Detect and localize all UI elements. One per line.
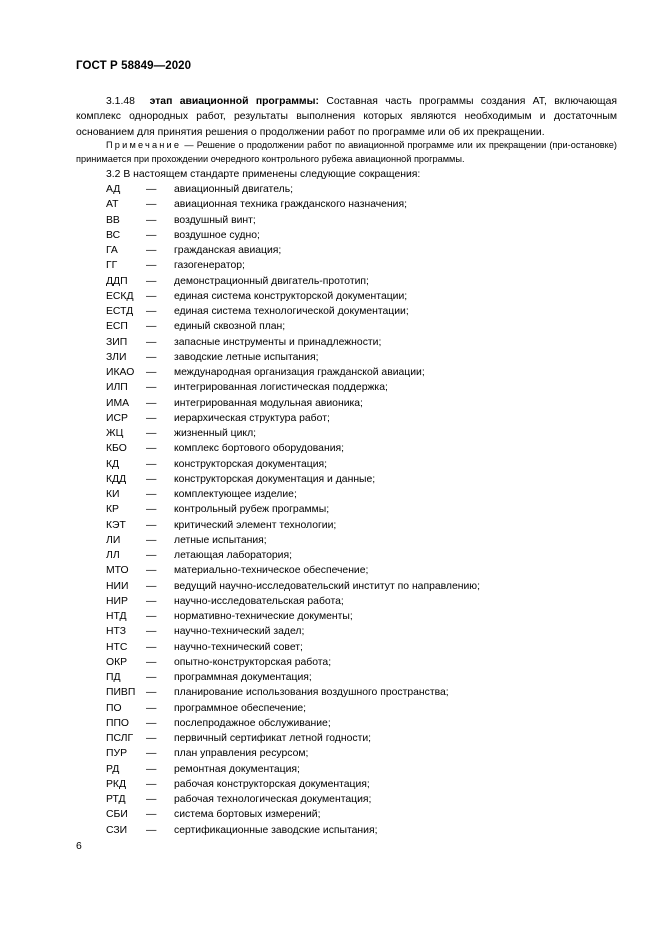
abbreviation-dash: — (146, 504, 157, 516)
abbreviation-dash: — (146, 275, 157, 287)
abbreviation-dash: — (146, 458, 157, 470)
abbreviation-term: ПИВП (106, 687, 136, 699)
note-block (76, 139, 617, 166)
abbreviation-term: ППО (106, 717, 130, 729)
abbreviation-row (106, 807, 626, 822)
abbreviation-dash: — (146, 351, 157, 363)
document-header: ГОСТ Р 58849—2020 (76, 60, 192, 72)
abbreviation-row (106, 823, 626, 838)
abbreviation-dash: — (146, 641, 157, 653)
abbreviation-row (106, 502, 626, 517)
abbreviation-row (106, 777, 626, 792)
abbreviation-definition: научно-исследовательская работа; (174, 595, 344, 607)
clause-term: этап авиационной программы: (149, 96, 319, 107)
abbreviation-definition: гражданская авиация; (174, 245, 282, 256)
abbreviation-definition: заводские летные испытания; (174, 351, 319, 363)
abbreviation-definition: план управления ресурсом; (174, 748, 309, 760)
clause-number: 3.1.48 (106, 96, 135, 107)
abbreviation-definition: единая система технологической документации; (174, 306, 409, 317)
abbreviation-definition: жизненный цикл; (174, 428, 257, 439)
abbreviation-dash: — (146, 672, 157, 683)
abbreviation-term: ЛЛ (106, 550, 120, 561)
abbreviation-term: ИЛП (106, 382, 128, 394)
abbreviation-dash: — (146, 306, 157, 317)
abbreviation-term: ЕСКД (106, 290, 134, 302)
abbreviation-term: КЭТ (106, 519, 126, 531)
abbreviation-definition: воздушное судно; (174, 229, 260, 241)
abbreviation-definition: запасные инструменты и принадлежности; (174, 336, 382, 348)
abbreviation-row (106, 624, 626, 639)
abbreviation-row (106, 457, 626, 472)
abbreviation-dash: — (146, 382, 157, 394)
abbreviation-row (106, 548, 626, 563)
abbreviation-dash: — (146, 428, 157, 439)
abbreviation-row (106, 731, 626, 746)
abbreviation-dash: — (146, 367, 157, 378)
abbreviation-row (106, 243, 626, 258)
abbreviation-term: СБИ (106, 809, 128, 821)
abbreviation-definition: конструкторская документация; (174, 458, 328, 470)
abbreviation-dash: — (146, 748, 157, 760)
abbreviation-term: МТО (106, 565, 129, 577)
abbreviation-row (106, 274, 626, 289)
abbreviation-definition: демонстрационный двигатель-прототип; (174, 275, 369, 287)
abbreviation-dash: — (146, 656, 157, 668)
abbreviation-row (106, 396, 626, 411)
abbreviation-row (106, 487, 626, 502)
abbreviation-term: ОКР (106, 656, 128, 668)
abbreviation-term: СЗИ (106, 824, 128, 836)
abbreviation-row (106, 182, 626, 197)
clause-3-2-intro: 3.2 В настоящем стандарте применены следующие сокращения: (106, 169, 421, 180)
abbreviation-dash: — (146, 321, 157, 333)
abbreviation-term: НТС (106, 641, 128, 653)
abbreviation-definition: ведущий научно-исследовательский институт по направлению; (174, 580, 480, 592)
page-number: 6 (76, 841, 82, 852)
abbreviation-definition: материально-техническое обеспечение; (174, 565, 369, 577)
abbreviation-definition: воздушный винт; (174, 214, 256, 226)
abbreviation-row (106, 746, 626, 761)
abbreviation-term: НИР (106, 595, 128, 607)
abbreviation-term: РТД (106, 794, 126, 805)
abbreviation-definition: конструкторская документация и данные; (174, 473, 376, 485)
abbreviation-dash: — (146, 733, 157, 744)
note-label: Примечание (106, 140, 182, 150)
abbreviation-definition: летные испытания; (174, 534, 267, 546)
abbreviation-definition: опытно-конструкторская работа; (174, 656, 332, 668)
abbreviation-row (106, 197, 626, 212)
abbreviation-term: НТЗ (106, 626, 127, 638)
abbreviation-row (106, 411, 626, 426)
abbreviation-term: ИСР (106, 412, 128, 424)
abbreviation-row (106, 380, 626, 395)
abbreviation-row (106, 716, 626, 731)
abbreviation-row (106, 670, 626, 685)
abbreviation-term: ВС (106, 229, 121, 241)
abbreviation-term: АТ (106, 199, 119, 211)
abbreviation-row (106, 594, 626, 609)
abbreviation-term: ЗЛИ (106, 351, 127, 363)
abbreviation-definition: рабочая конструкторская документация; (174, 778, 370, 790)
abbreviation-dash: — (146, 245, 157, 256)
abbreviation-term: ВВ (106, 214, 120, 226)
abbreviation-term: ДДП (106, 275, 128, 287)
abbreviation-term: ПО (106, 702, 122, 714)
abbreviation-term: ИМА (106, 397, 130, 409)
abbreviation-term: ЖЦ (106, 428, 124, 439)
abbreviation-definition: нормативно-технические документы; (174, 611, 353, 622)
abbreviation-term: ПСЛГ (106, 733, 134, 744)
abbreviation-definition: единый сквозной план; (174, 321, 286, 333)
abbreviation-dash: — (146, 702, 157, 714)
abbreviation-dash: — (146, 763, 157, 775)
clause-3-1-48 (76, 94, 617, 140)
abbreviation-term: НТД (106, 611, 127, 622)
abbreviation-row (106, 685, 626, 700)
abbreviation-dash: — (146, 626, 157, 638)
abbreviation-definition: программное обеспечение; (174, 702, 307, 714)
abbreviation-definition: единая система конструкторской документации; (174, 290, 408, 302)
abbreviation-definition: авиационный двигатель; (174, 184, 293, 195)
abbreviation-definition: иерархическая структура работ; (174, 412, 330, 424)
abbreviation-term: ЕСТД (106, 306, 134, 317)
abbreviation-row (106, 563, 626, 578)
abbreviation-row (106, 426, 626, 441)
abbreviation-dash: — (146, 611, 157, 622)
abbreviation-term: АД (106, 184, 121, 195)
abbreviation-term: РКД (106, 778, 127, 790)
abbreviation-row (106, 228, 626, 243)
abbreviation-dash: — (146, 214, 157, 226)
abbreviation-term: ПД (106, 672, 121, 683)
abbreviation-dash: — (146, 824, 157, 836)
abbreviation-term: ЛИ (106, 534, 121, 546)
abbreviation-row (106, 609, 626, 624)
abbreviation-term: КДД (106, 473, 127, 485)
abbreviation-row (106, 365, 626, 380)
abbreviation-definition: летающая лаборатория; (174, 550, 292, 561)
abbreviation-row (106, 213, 626, 228)
abbreviation-definition: научно-технический задел; (174, 626, 305, 638)
abbreviation-row (106, 579, 626, 594)
abbreviation-term: ЕСП (106, 321, 128, 333)
abbreviation-row (106, 762, 626, 777)
abbreviation-dash: — (146, 290, 157, 302)
abbreviation-definition: международная организация гражданской авиации; (174, 367, 425, 378)
abbreviation-row (106, 533, 626, 548)
abbreviation-row (106, 258, 626, 273)
abbreviation-row (106, 472, 626, 487)
abbreviation-dash: — (146, 519, 157, 531)
abbreviation-dash: — (146, 473, 157, 485)
abbreviation-dash: — (146, 717, 157, 729)
abbreviation-dash: — (146, 778, 157, 790)
abbreviation-term: КБО (106, 443, 127, 455)
abbreviation-dash: — (146, 565, 157, 577)
abbreviation-definition: комплекс бортового оборудования; (174, 443, 345, 455)
note-text: — Решение о продолжении работ по авиационной программе или их прекращении (при-остановке) принимается при прохождении очередного контрольного рубежа авиационной программы. (76, 140, 617, 164)
abbreviation-row (106, 319, 626, 334)
abbreviation-dash: — (146, 794, 157, 805)
abbreviation-definition: сертификационные заводские испытания; (174, 824, 378, 836)
abbreviation-dash: — (146, 336, 157, 348)
abbreviation-row (106, 655, 626, 670)
abbreviation-definition: программная документация; (174, 672, 312, 683)
abbreviation-dash: — (146, 580, 157, 592)
abbreviation-row (106, 304, 626, 319)
abbreviation-definition: научно-технический совет; (174, 641, 303, 653)
abbreviation-definition: ремонтная документация; (174, 763, 300, 775)
clause-definition: Составная часть программы создания АТ, включающая комплекс однородных работ, результаты выполнения которых являются необходимым и достаточным основанием для принятия решения о продолжении работ по программе или об их прекращении. (76, 96, 617, 138)
abbreviation-list (106, 182, 626, 838)
abbreviation-row (106, 792, 626, 807)
abbreviation-definition: рабочая технологическая документация; (174, 794, 372, 805)
abbreviation-dash: — (146, 443, 157, 455)
abbreviation-definition: послепродажное обслуживание; (174, 717, 331, 729)
abbreviation-dash: — (146, 184, 157, 195)
abbreviation-term: ИКАО (106, 367, 135, 378)
abbreviation-row (106, 350, 626, 365)
abbreviation-term: КИ (106, 489, 120, 500)
abbreviation-term: ЗИП (106, 336, 128, 348)
abbreviation-dash: — (146, 687, 157, 699)
abbreviation-dash: — (146, 809, 157, 821)
abbreviation-dash: — (146, 260, 157, 272)
abbreviation-definition: система бортовых измерений; (174, 809, 321, 821)
abbreviation-row (106, 335, 626, 350)
abbreviation-definition: комплектующее изделие; (174, 489, 297, 500)
abbreviation-term: ПУР (106, 748, 127, 760)
abbreviation-term: РД (106, 763, 120, 775)
abbreviation-row (106, 640, 626, 655)
abbreviation-dash: — (146, 412, 157, 424)
abbreviation-definition: контрольный рубеж программы; (174, 504, 330, 516)
abbreviation-definition: первичный сертификат летной годности; (174, 733, 372, 744)
abbreviation-row (106, 701, 626, 716)
abbreviation-definition: планирование использования воздушного пространства; (174, 687, 449, 699)
abbreviation-row (106, 441, 626, 456)
abbreviation-term: ГГ (106, 260, 118, 272)
abbreviation-definition: авиационная техника гражданского назначения; (174, 199, 407, 211)
abbreviation-row (106, 518, 626, 533)
abbreviation-dash: — (146, 595, 157, 607)
abbreviation-definition: интегрированная модульная авионика; (174, 397, 363, 409)
abbreviation-dash: — (146, 550, 157, 561)
abbreviation-dash: — (146, 229, 157, 241)
abbreviation-term: КР (106, 504, 119, 516)
abbreviation-dash: — (146, 534, 157, 546)
abbreviation-definition: критический элемент технологии; (174, 519, 337, 531)
abbreviation-term: КД (106, 458, 120, 470)
abbreviation-definition: газогенератор; (174, 260, 245, 272)
abbreviation-term: ГА (106, 245, 118, 256)
abbreviation-term: НИИ (106, 580, 129, 592)
abbreviation-dash: — (146, 397, 157, 409)
abbreviation-definition: интегрированная логистическая поддержка; (174, 382, 388, 394)
abbreviation-row (106, 289, 626, 304)
abbreviation-dash: — (146, 199, 157, 211)
abbreviation-dash: — (146, 489, 157, 500)
